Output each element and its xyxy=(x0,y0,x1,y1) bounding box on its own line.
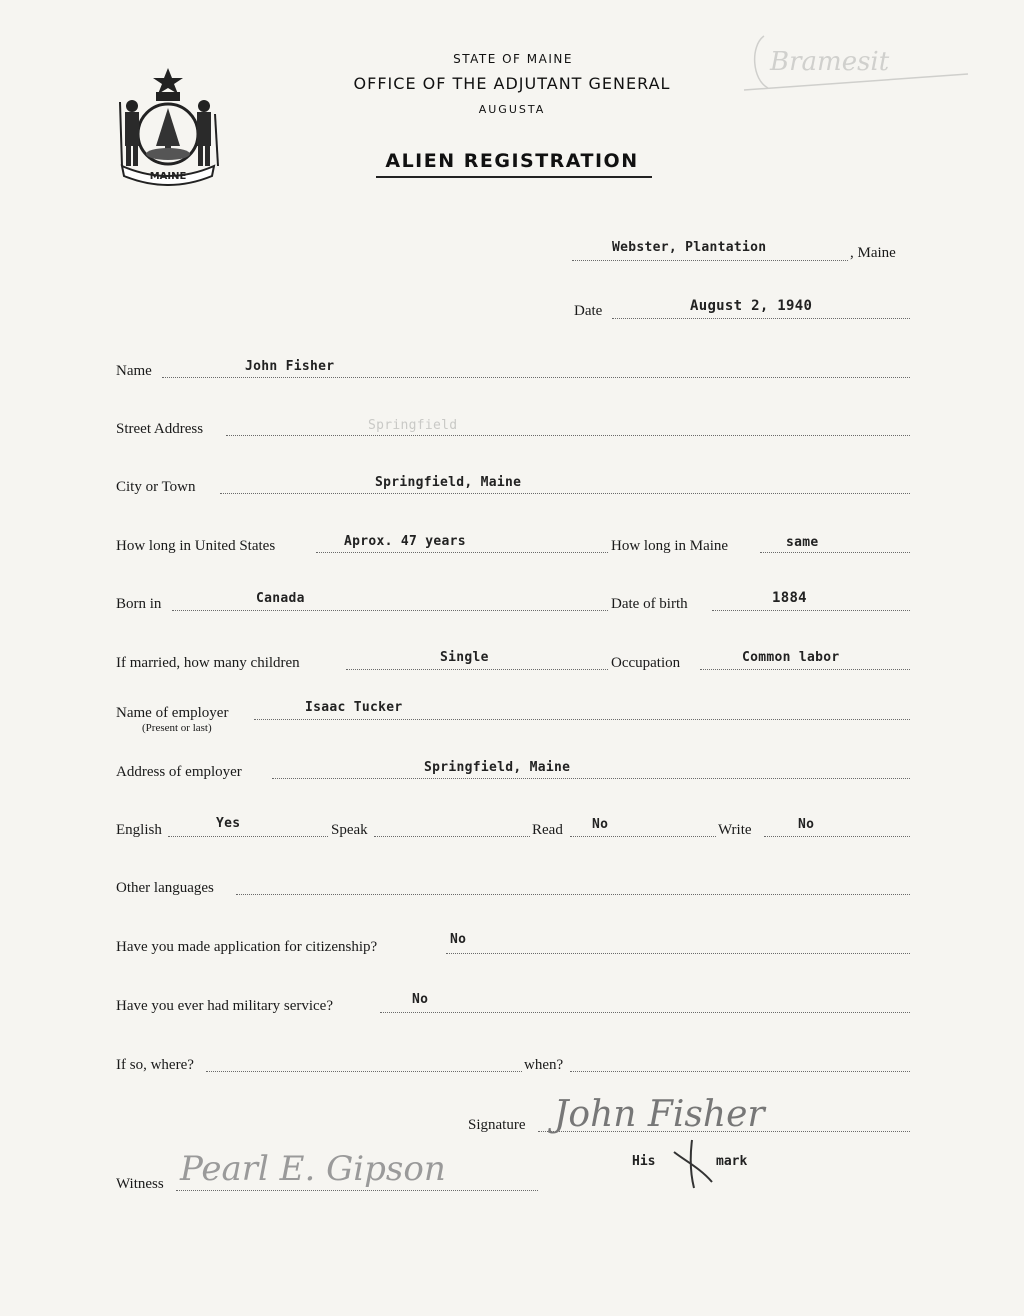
form-title: ALIEN REGISTRATION xyxy=(385,150,639,172)
street-address-value: Springfield xyxy=(368,418,458,433)
read-label: Read xyxy=(532,822,563,838)
date-of-birth-line xyxy=(712,610,910,611)
where-line xyxy=(206,1071,522,1072)
date-label: Date xyxy=(574,303,603,319)
title-underline xyxy=(376,176,652,178)
occupation-label: Occupation xyxy=(611,655,681,671)
header-office: OFFICE OF THE ADJUTANT GENERAL xyxy=(353,74,671,93)
witness-handwriting xyxy=(176,1132,496,1196)
write-line xyxy=(764,836,910,837)
street-address-label: Street Address xyxy=(116,421,204,437)
signature-his: His xyxy=(632,1154,656,1169)
how-long-maine-line xyxy=(760,552,910,553)
location-value: Webster, Plantation xyxy=(612,240,767,255)
citizenship-value: No xyxy=(450,932,467,947)
military-line xyxy=(380,1012,910,1013)
name-value: John Fisher xyxy=(245,359,335,374)
employer-name-label: Name of employer xyxy=(116,705,229,721)
x-mark-icon xyxy=(670,1138,716,1190)
born-in-line xyxy=(172,610,608,611)
write-label: Write xyxy=(718,822,752,838)
faint-stamp xyxy=(740,22,972,98)
stamp-text: Bramesit xyxy=(770,47,890,77)
city-label: City or Town xyxy=(116,479,196,495)
employer-name-sublabel: (Present or last) xyxy=(142,722,212,734)
date-value: August 2, 1940 xyxy=(690,298,813,314)
children-label: If married, how many children xyxy=(116,655,300,671)
when-line xyxy=(570,1071,910,1072)
where-label: If so, where? xyxy=(116,1057,194,1073)
employer-address-label: Address of employer xyxy=(116,764,242,780)
when-label: when? xyxy=(524,1057,564,1073)
witness-label: Witness xyxy=(116,1176,164,1192)
english-label: English xyxy=(116,822,162,838)
speak-label: Speak xyxy=(331,822,368,838)
date-of-birth-value: 1884 xyxy=(772,590,807,606)
employer-name-line xyxy=(254,719,910,720)
street-address-line xyxy=(226,435,910,436)
occupation-line xyxy=(700,669,910,670)
read-line xyxy=(570,836,716,837)
header-city: AUGUSTA xyxy=(478,103,546,116)
city-value: Springfield, Maine xyxy=(375,475,522,490)
signature-label: Signature xyxy=(468,1117,526,1133)
how-long-us-line xyxy=(316,552,608,553)
signature-handwriting xyxy=(548,1082,818,1142)
english-line xyxy=(168,836,328,837)
location-line xyxy=(572,260,848,261)
english-value: Yes xyxy=(216,816,241,831)
occupation-value: Common labor xyxy=(742,650,840,665)
other-languages-label: Other languages xyxy=(116,880,214,896)
signature-name: John Fisher xyxy=(554,1094,765,1135)
citizenship-label: Have you made application for citizenship? xyxy=(116,939,378,955)
how-long-us-label: How long in United States xyxy=(116,538,276,554)
seal-banner-text: MAINE xyxy=(149,171,187,182)
how-long-maine-value: same xyxy=(786,535,819,550)
date-of-birth-label: Date of birth xyxy=(611,596,688,612)
employer-address-line xyxy=(272,778,910,779)
header-state: STATE OF MAINE xyxy=(453,52,573,66)
military-value: No xyxy=(412,992,429,1007)
name-label: Name xyxy=(116,363,152,379)
military-label: Have you ever had military service? xyxy=(116,998,333,1014)
born-in-label: Born in xyxy=(116,596,162,612)
employer-address-value: Springfield, Maine xyxy=(424,760,571,775)
witness-name: Pearl E. Gipson xyxy=(180,1149,446,1189)
city-line xyxy=(220,493,910,494)
citizenship-line xyxy=(446,953,910,954)
write-value: No xyxy=(798,817,815,832)
signature-mark: mark xyxy=(716,1154,748,1169)
how-long-us-value: Aprox. 47 years xyxy=(344,534,466,549)
born-in-value: Canada xyxy=(256,591,305,606)
how-long-maine-label: How long in Maine xyxy=(611,538,729,554)
date-line xyxy=(612,318,910,319)
read-value: No xyxy=(592,817,609,832)
name-line xyxy=(162,377,910,378)
other-languages-line xyxy=(236,894,910,895)
children-line xyxy=(346,669,608,670)
location-state-label: , Maine xyxy=(850,245,896,261)
children-value: Single xyxy=(440,650,489,665)
employer-name-value: Isaac Tucker xyxy=(305,700,403,715)
speak-line xyxy=(374,836,530,837)
